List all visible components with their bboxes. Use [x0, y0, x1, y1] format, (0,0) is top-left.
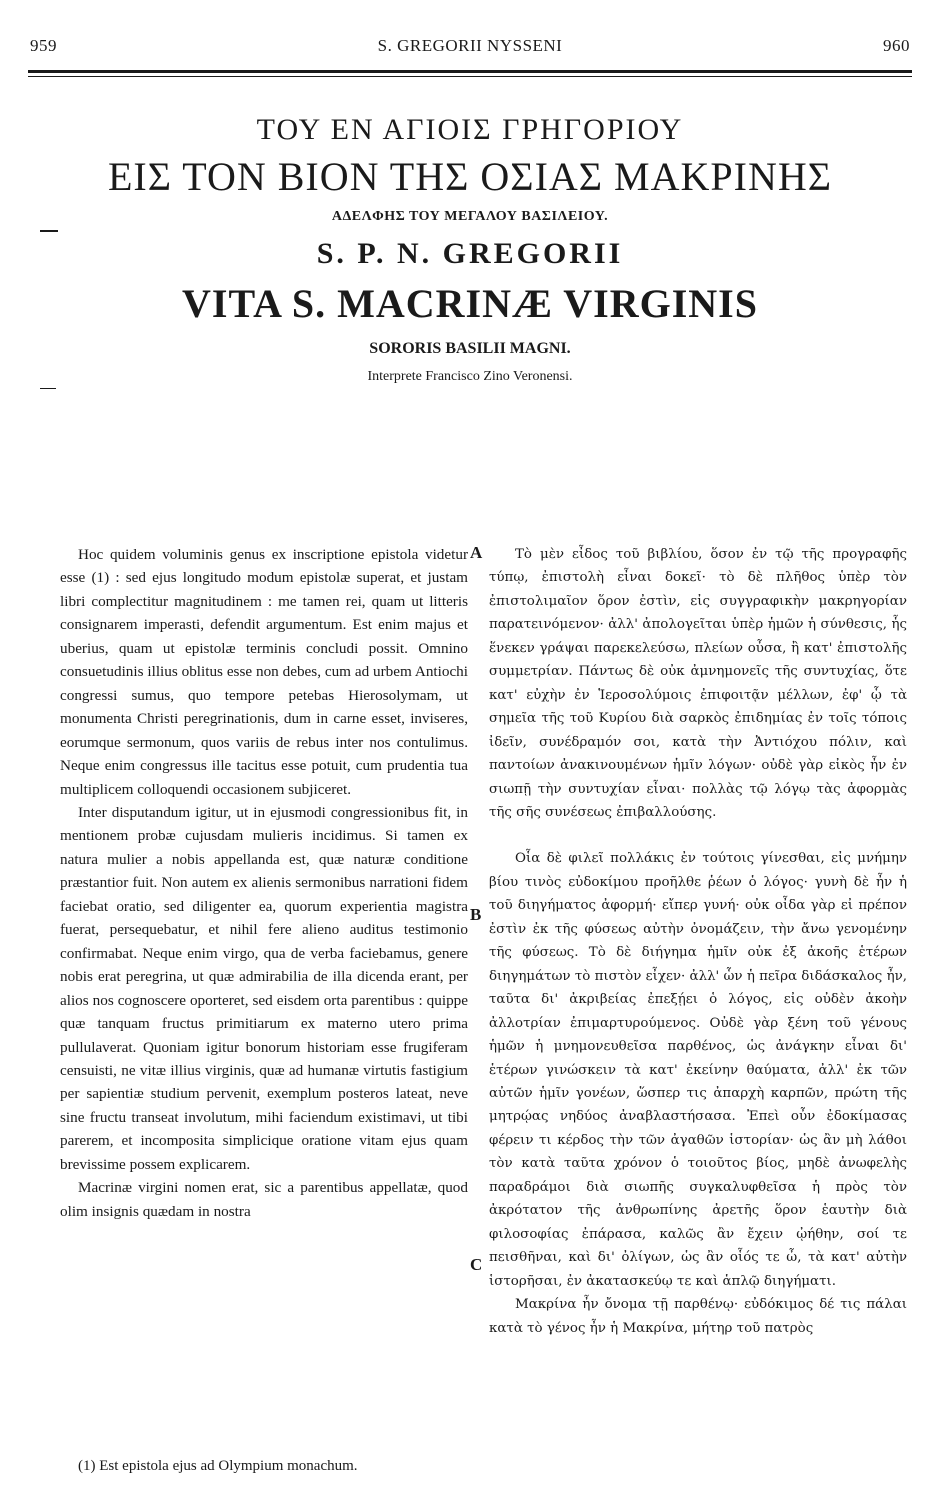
greek-paragraph-3: Μακρίνα ἦν ὄνομα τῇ παρθένῳ· εὐδόκιμος δέ τις πάλαι κατὰ τὸ γένος ἦν ἡ Μακρίνα, μήτηρ τοῦ πατρὸς	[489, 1297, 907, 1336]
latin-title-line1: S. P. N. GREGORII	[316, 237, 624, 270]
latin-paragraph-3: Macrinæ virgini nomen erat, sic a parentibus appellatæ, quod olim insignis quædam in nostra	[60, 1179, 468, 1220]
greek-title-line1: ΤΟΥ ΕΝ ΑΓΙΟΙΣ ΓΡΗΓΟΡΙΟΥ	[256, 113, 684, 146]
title-block	[40, 110, 900, 389]
running-title: S. GREGORII NYSSENI	[377, 36, 563, 55]
page-number-right: 960	[883, 36, 910, 55]
latin-column	[60, 543, 468, 1223]
latin-title-line3: SORORIS BASILII MAGNI.	[369, 340, 571, 357]
footnote: (1) Est epistola ejus ad Olympium monachum.	[78, 1458, 358, 1474]
greek-paragraph-2: Οἷα δὲ φιλεῖ πολλάκις ἐν τούτοις γίνεσθαι, εἰς μνήμην βίου τινὸς εὐδοκίμου προῆλθε ῥέων ὁ λόγος· γυνὴ δὲ ἦν ἡ τοῦ διηγήματος ἀφορμή· εἴπερ γυνή· οὐκ οἶδα γὰρ εἰ πρέπον ἐστὶν ἐκ τῆς φύσεως αὐτὴν ὀνομάζειν, τὴν ἄνω γενομένην τῆς φύσεως. Τὸ δὲ διήγημα ἡμῖν οὐκ ἐξ ἀκοῆς ἑτέρων διηγημάτων τὸ πιστὸν εἶχεν· ἀλλ' ὧν ἡ πεῖρα διδάσκαλος ἦν, ταῦτα δι' ἀκριβείας ἐπεξῄει ὁ λόγος, εἰς οὐδὲν ἀκοὴν ἀλλοτρίαν ἐπιμαρτυρούμενος. Οὐδὲ γὰρ ξένη τοῦ γένους ἡμῶν ἡ μνημονευθεῖσα παρθένος, ὡς ἀνάγκην εἶναι δι' ἑτέρων γινώσκειν τὰ κατ' ἐκείνην θαύματα, ἀλλ' ἐκ τῶν αὐτῶν ἡμῖν γονέων, ὥσπερ τις ἀπαρχὴ καρπῶν, πρώτη τῆς μητρῴας νηδύος ἀναβλαστήσασα. Ἐπεὶ οὖν ἐδοκίμασας φέρειν τι κέρδος τὴν τῶν ἀγαθῶν ἱστορίαν· ὡς ἂν μὴ λάθοι τὸν κατὰ ταῦτα χρόνον ὁ τοιοῦτος βίος, μηδὲ ἀνωφελὴς παραδράμοι διὰ σιωπῆς συγκαλυφθεῖσα ἡ πρὸς τὸν ἀκρότατον τῆς ἀνθρωπίνης ἀρετῆς ὅρον ἑαυτὴν διὰ φιλοσοφίας ἐπάρασα, καλῶς ἂν ἔχειν ᾠήθην, σοί τε πεισθῆναι, καὶ δι' ὀλίγων, ὡς ἂν οἷός τε ὦ, τὰ κατ' αὐτὴν ἱστορῆσαι, ἐν ἀκατασκεύῳ τε καὶ ἁπλῷ διηγήματι.	[489, 851, 907, 1289]
latin-paragraph-2: Inter disputandum igitur, ut in ejusmodi congressionibus fit, in mentionem probæ cujusdam mulieris incidimus. Si tamen ex natura mulier a nobis appellanda est, quæ naturæ conditione præstantior fuit. Non autem ex alienis sermonibus narrationi fidem faciebat oratio, sed diligenter ea, quorum experientia magistra fuerat, persequebatur, et nihil fere alieno auditus testimonio confirmabat. Neque enim virgo, qua de verba faciebamus, genere nobis erat peregrina, ut quæ admirabilia de illa dicenda erant, per alios nos cognoscere oporteret, sed eisdem orta parentibus : quippe quæ tanquam fructus primitiarum ex materno utero prima pullulaverat. Quoniam igitur bonorum historiam esse frugiferam censuisti, ne vitæ illius virginis, quæ ad humanæ virtutis fastigium per sapientiæ studium pervenit, exemplum posteros lateat, neve sine fructu transeat involutum, mihi faciendum existimavi, ut tibi parerem, et incomposita simplicique oratione vitam ejus quam brevissime possem explicarem.	[60, 803, 468, 1173]
greek-column	[489, 543, 907, 1340]
latin-paragraph-1: Hoc quidem voluminis genus ex inscriptione epistola videtur esse (1) : sed ejus longitudo modum epistolæ superat, et justam libri complectitur magnitudinem : me tamen rei, quam ut litteris consignarem imperasti, defendit argumentum. Est enim majus et uberius, quam ut epistolæ terminis concludi possit. Omnino consuetudinis illius oblitus esse non debes, cum ad urbem Antiochi congressi sumus, quo tempore petebas Hierosolymam, ut monumenta Christi peregrinationis, dum in carne esset, inviseres, eorumque sermonum, quos variis de rebus inter nos contulimus. Neque enim congressus ille tacitus esse potuit, cum prudentia tua multiplicem colloquendi occasionem subjiceret.	[60, 546, 468, 798]
margin-marker-a: A	[470, 543, 483, 562]
margin-marker-c: C	[470, 1255, 483, 1274]
greek-title-line3: ΑΔΕΛΦΗΣ ΤΟΥ ΜΕΓΑΛΟΥ ΒΑΣΙΛΕΙΟΥ.	[331, 209, 609, 224]
header-rule-thick	[28, 70, 912, 73]
running-header	[30, 30, 910, 60]
greek-title-line2: ΕΙΣ ΤΟΝ ΒΙΟΝ ΤΗΣ ΟΣΙΑΣ ΜΑΚΡΙΝΗΣ	[107, 154, 833, 199]
header-rule-thin	[28, 76, 912, 77]
latin-title-line2: VITA S. MACRINÆ VIRGINIS	[182, 281, 758, 326]
section-divider	[40, 388, 56, 389]
margin-marker-b: B	[470, 905, 482, 924]
greek-paragraph-1: Τὸ μὲν εἶδος τοῦ βιβλίου, ὅσον ἐν τῷ τῆς προγραφῆς τύπῳ, ἐπιστολὴ εἶναι δοκεῖ· τὸ δὲ πλῆθος ὑπὲρ τὸν ἐπιστολιμαῖον ὅρον ἐστὶν, εἰς συγγραφικὴν μακρηγορίαν παρατεινόμενον· ἀλλ' ἀπολογεῖται ὑπὲρ ἡμῶν ἡ σύνθεσις, ἧς ἕνεκεν γράψαι παρεκελεύσω, πλείων οὖσα, ἢ κατ' ἐπιστολῆς συμμετρίαν. Πάντως δὲ οὐκ ἀμνημονεῖς τῆς συντυχίας, ὅτε κατ' εὐχὴν ἐν Ἱεροσολύμοις ἐπιφοιτᾷν μέλλων, ἐφ' ᾧ τὰ σημεῖα τῆς τοῦ Κυρίου διὰ σαρκὸς ἐπιδημίας ἐν τοῖς τόποις ἰδεῖν, συνέδραμόν σοι, κατὰ τὴν Ἀντιόχου πόλιν, καὶ παντοίων ἀνακινουμένων ἡμῖν λόγων· οὐδὲ γὰρ εἰκὸς ἦν ἐν σιωπῇ τὴν συντυχίαν εἶναι· πολλὰς τῷ λόγῳ τὰς ἀφορμὰς τῆς σῆς συνέσεως ἐπιβαλλούσης.	[489, 547, 907, 820]
translator-line: Interprete Francisco Zino Veronensi.	[367, 369, 573, 384]
page-number-left: 959	[30, 36, 57, 55]
